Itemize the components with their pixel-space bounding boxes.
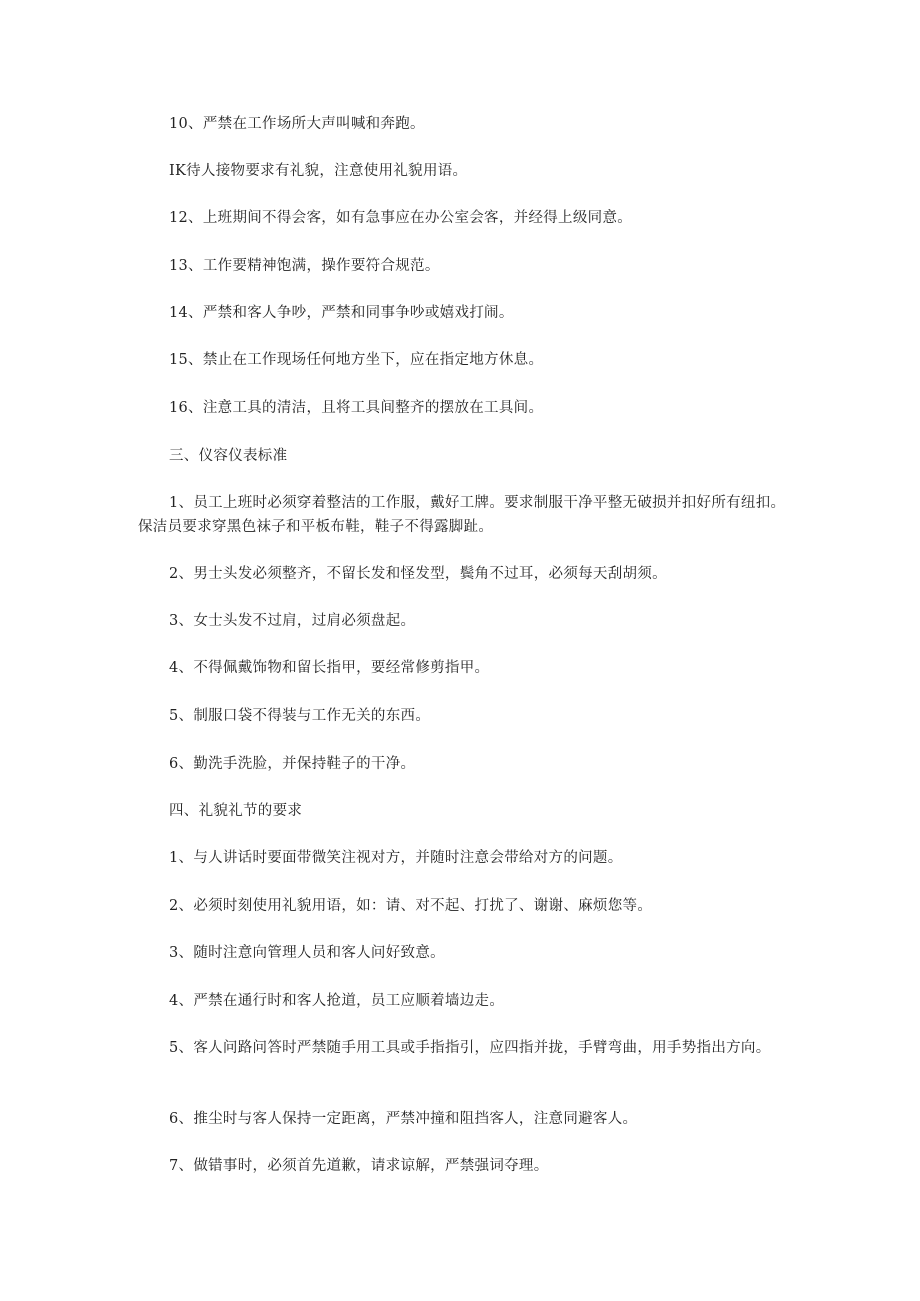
rule-16: 16、注意工具的清洁，且将工具间整齐的摆放在工具间。 (169, 400, 544, 416)
appearance-rule-6: 6、勤洗手洗脸，并保持鞋子的干净。 (169, 756, 416, 772)
section-heading-etiquette: 四、礼貌礼节的要求 (169, 803, 303, 819)
etiquette-rule-4: 4、严禁在通行时和客人抢道，员工应顺着墙边走。 (169, 993, 505, 1009)
etiquette-rule-6: 6、推尘时与客人保持一定距离，严禁冲撞和阻挡客人，注意同避客人。 (169, 1111, 638, 1127)
appearance-rule-3: 3、女士头发不过肩，过肩必须盘起。 (169, 613, 416, 629)
appearance-rule-1: 1、员工上班时必须穿着整洁的工作服，戴好工牌。要求制服干净平整无破损并扣好所有纽扣。保洁员要求穿黑色袜子和平板布鞋，鞋子不得露脚趾。 (138, 495, 786, 535)
etiquette-rule-1: 1、与人讲话时要面带微笑注视对方，并随时注意会带给对方的问题。 (169, 850, 623, 866)
etiquette-rule-2: 2、必须时刻使用礼貌用语，如：请、对不起、打扰了、谢谢、麻烦您等。 (169, 898, 653, 914)
appearance-rule-4: 4、不得佩戴饰物和留长指甲，要经常修剪指甲。 (169, 660, 490, 676)
section-heading-appearance: 三、仪容仪表标准 (169, 448, 288, 464)
etiquette-rule-7: 7、做错事时，必须首先道歉，请求谅解，严禁强词夺理。 (169, 1158, 549, 1174)
rule-12: 12、上班期间不得会客，如有急事应在办公室会客，并经得上级同意。 (169, 210, 633, 226)
etiquette-rule-5: 5、客人问路问答时严禁随手用工具或手指指引，应四指并拢，手臂弯曲，用手势指出方向。 (169, 1040, 771, 1056)
rule-11: IK待人接物要求有礼貌，注意使用礼貌用语。 (169, 163, 468, 179)
rule-13: 13、工作要精神饱满，操作要符合规范。 (169, 258, 440, 274)
appearance-rule-5: 5、制服口袋不得装与工作无关的东西。 (169, 708, 431, 724)
appearance-rule-2: 2、男士头发必须整齐，不留长发和怪发型，鬓角不过耳，必须每天刮胡须。 (169, 566, 667, 582)
etiquette-rule-3: 3、随时注意向管理人员和客人问好致意。 (169, 945, 445, 961)
rule-14: 14、严禁和客人争吵，严禁和同事争吵或嬉戏打闹。 (169, 305, 514, 321)
rule-15: 15、禁止在工作现场任何地方坐下，应在指定地方休息。 (169, 352, 544, 368)
rule-10: 10、严禁在工作场所大声叫喊和奔跑。 (169, 116, 425, 132)
